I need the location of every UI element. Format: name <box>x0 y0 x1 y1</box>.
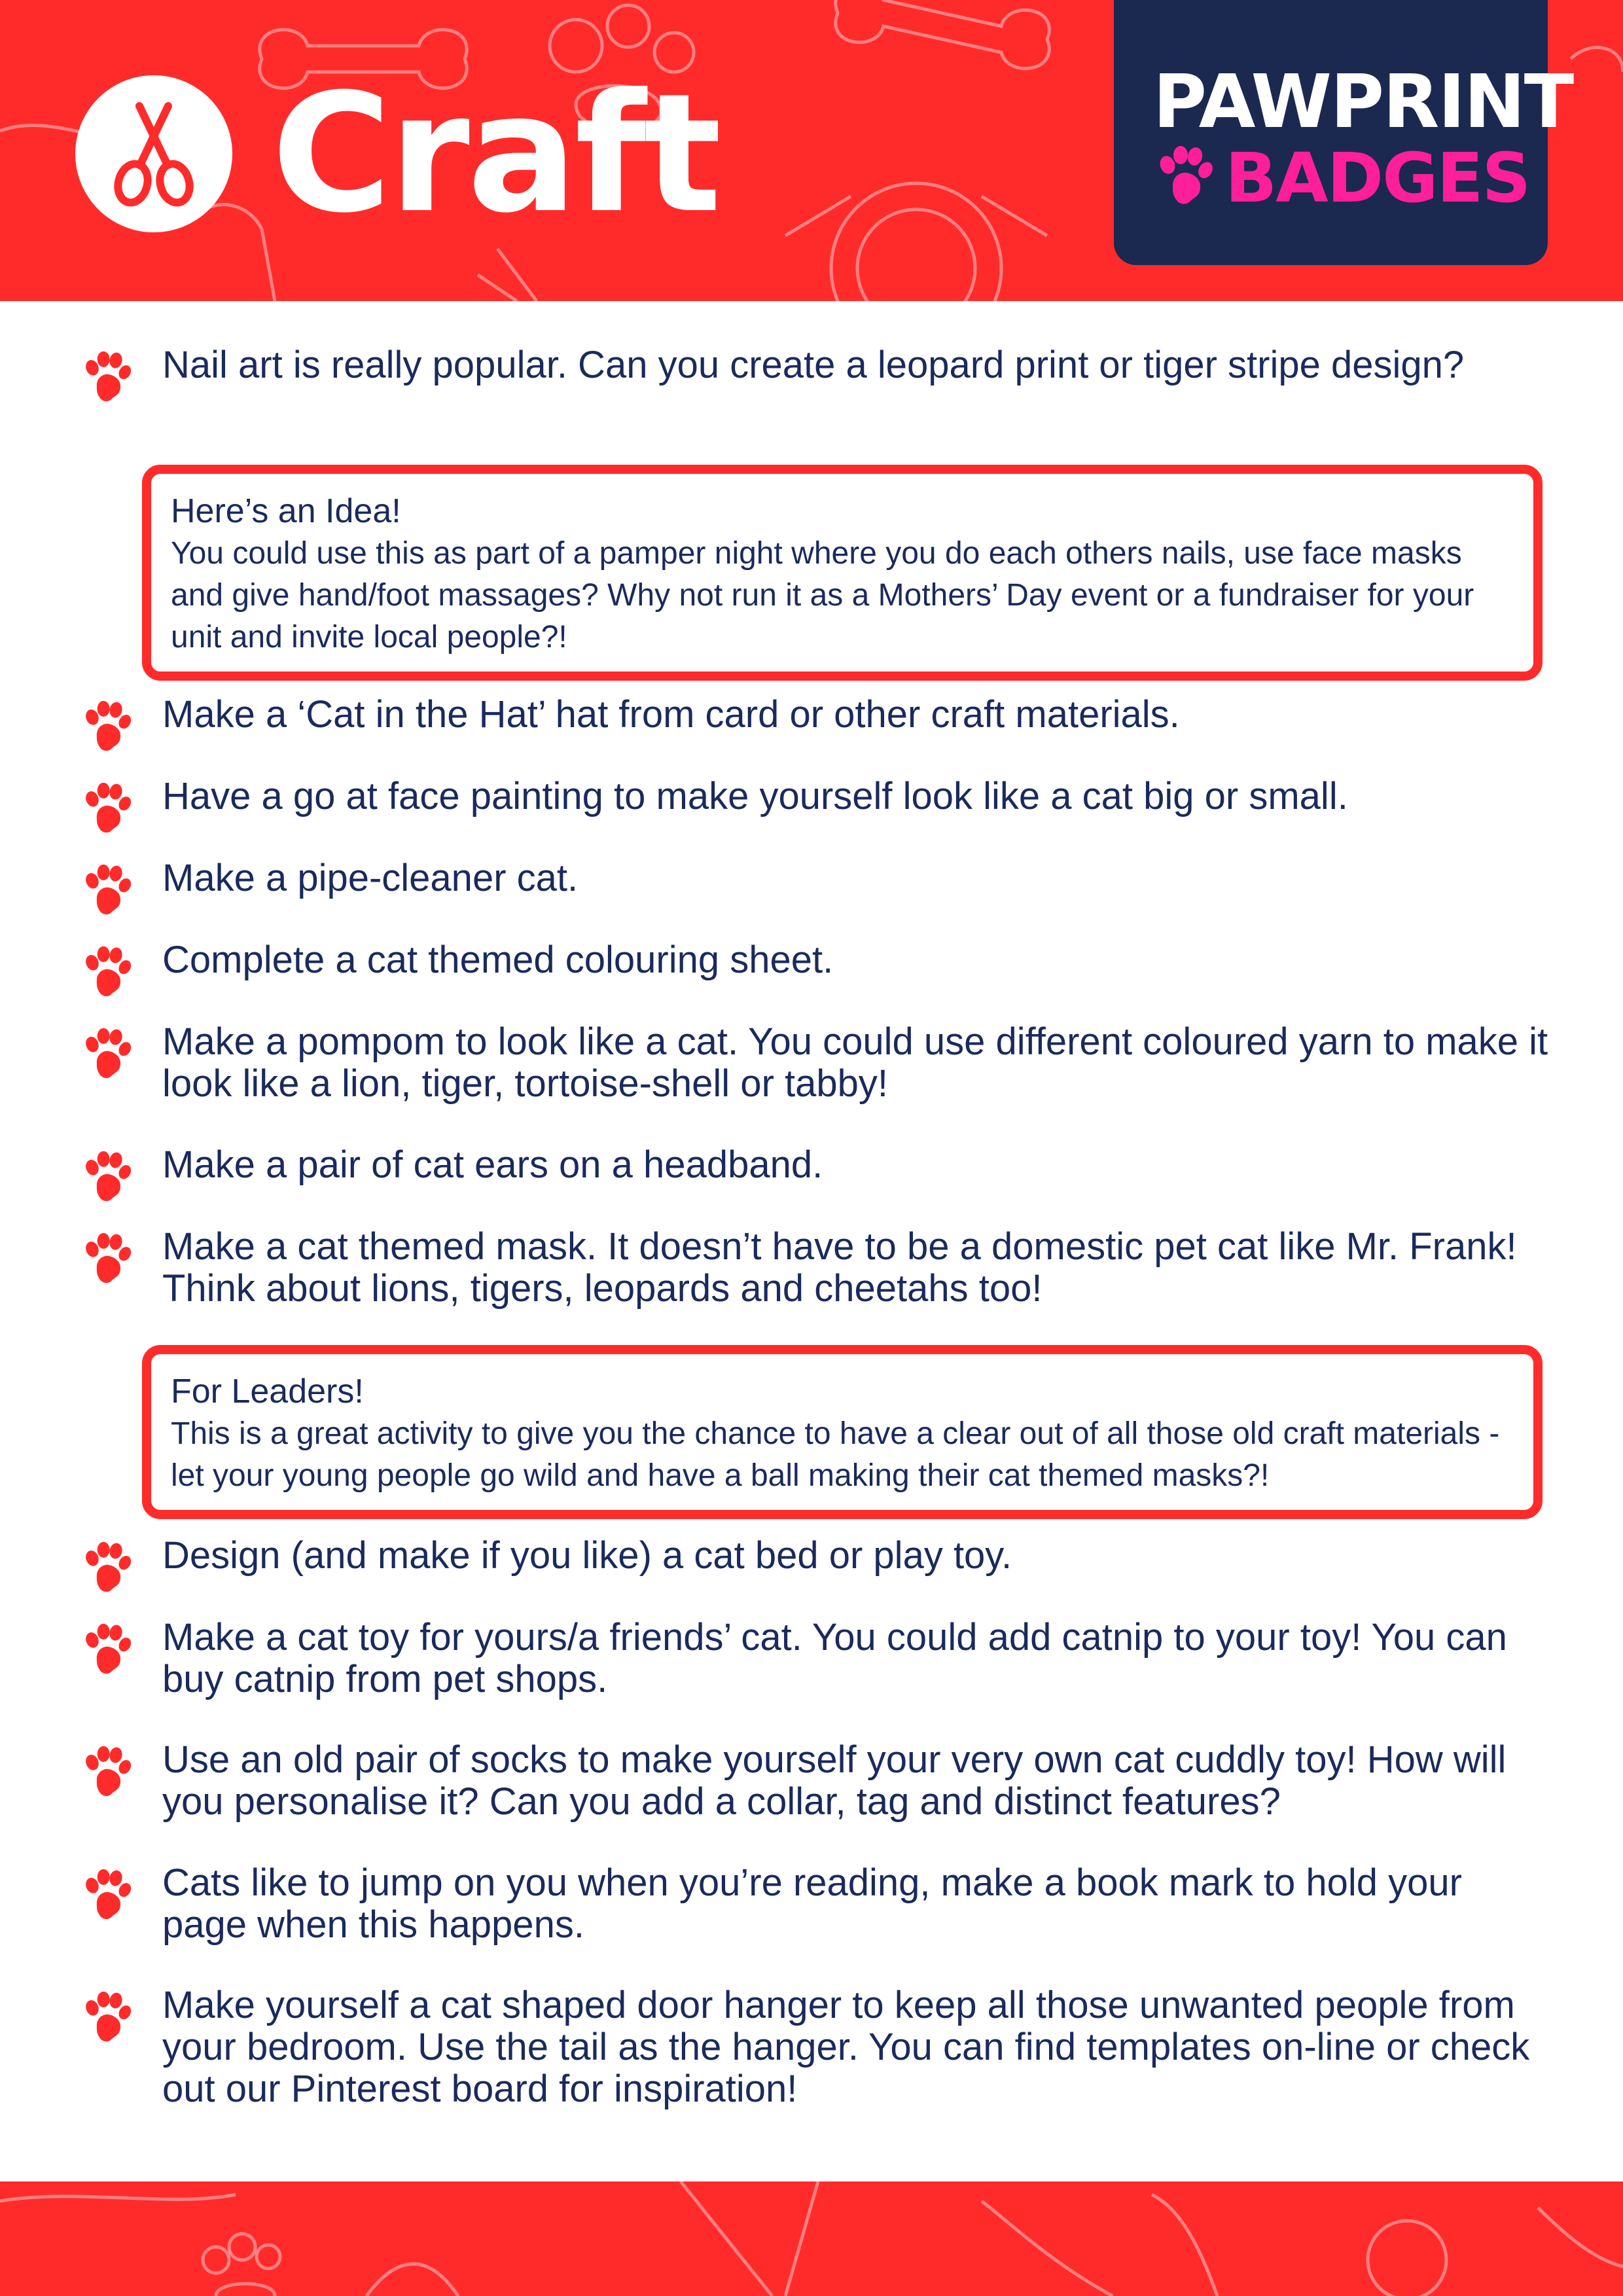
paw-bullet-icon <box>80 782 136 838</box>
item-text: Use an old pair of socks to make yourself your very own cat cuddly toy! How will you personalise it? Can you add a collar, tag and distinct features? <box>162 1738 1507 1823</box>
scissors-icon <box>75 75 232 232</box>
item-text: Make a ‘Cat in the Hat’ hat from card or other craft materials. <box>162 693 1180 736</box>
paw-bullet-icon <box>80 946 136 1002</box>
paw-bullet-icon <box>80 1623 136 1679</box>
item-text: Cats like to jump on you when you’re reading, make a book mark to hold your page when this happens. <box>162 1861 1462 1946</box>
title-group <box>75 58 719 249</box>
brand-line-2-group <box>1153 138 1530 218</box>
paw-bullet-icon <box>80 700 136 757</box>
header-banner <box>0 0 1623 301</box>
paw-bullet-icon <box>80 351 136 407</box>
paw-bullet-icon <box>80 1746 136 1802</box>
item-text: Make a cat themed mask. It doesn’t have to be a domestic pet cat like Mr. Frank! Think about lions, tigers, leopards and cheetahs too! <box>162 1225 1517 1310</box>
paw-bullet-icon <box>80 1869 136 1925</box>
paw-bullet-icon <box>80 1151 136 1207</box>
footer-banner <box>0 2181 1623 2296</box>
note-title: Here’s an Idea! <box>171 492 401 530</box>
item-text: Make a pompom to look like a cat. You could use different coloured yarn to make it look like a lion, tiger, tortoise-shell or tabby! <box>162 1020 1548 1105</box>
item-text: Complete a cat themed colouring sheet. <box>162 939 834 981</box>
item-text: Make a cat toy for yours/a friends’ cat. You could add catnip to your toy! You can buy catnip from pet shops. <box>162 1616 1507 1700</box>
note-body: You could use this as part of a pamper night where you do each others nails, use face masks and give hand/foot massages? Why not run it as a Mothers’ Day event or a fundraiser for your unit and invite local people?! <box>171 536 1474 655</box>
paw-bullet-icon <box>80 1541 136 1598</box>
note-body: This is a great activity to give you the chance to have a clear out of all those old craft materials - let your young people go wild and have a ball making their cat themed masks?! <box>171 1416 1500 1493</box>
idea-note <box>142 465 1543 681</box>
paw-icon <box>1153 145 1219 211</box>
paw-bullet-icon <box>80 864 136 920</box>
item-text: Make a pair of cat ears on a headband. <box>162 1143 823 1186</box>
brand-line-2: BADGES <box>1225 138 1530 218</box>
note-title: For Leaders! <box>171 1372 364 1410</box>
page-title: Craft <box>272 58 719 249</box>
paw-bullet-icon <box>80 1028 136 1084</box>
footer-pattern <box>0 2181 1623 2296</box>
brand-line-1: PAWPRINT <box>1153 60 1573 145</box>
item-text: Have a go at face painting to make yourself look like a cat big or small. <box>162 775 1348 817</box>
paw-bullet-icon <box>80 1232 136 1289</box>
item-text: Make yourself a cat shaped door hanger to keep all those unwanted people from your bedroom. Use the tail as the hanger. You can find templates on-line or check out our Pinterest board for inspiration! <box>162 1984 1530 2110</box>
brand-logo <box>1114 0 1573 265</box>
leaders-note <box>142 1345 1543 1519</box>
item-text: Nail art is really popular. Can you create a leopard print or tiger stripe design? <box>162 344 1465 386</box>
item-text: Make a pipe-cleaner cat. <box>162 857 579 899</box>
paw-bullet-icon <box>80 1991 136 2047</box>
item-text: Design (and make if you like) a cat bed or play toy. <box>162 1534 1012 1577</box>
